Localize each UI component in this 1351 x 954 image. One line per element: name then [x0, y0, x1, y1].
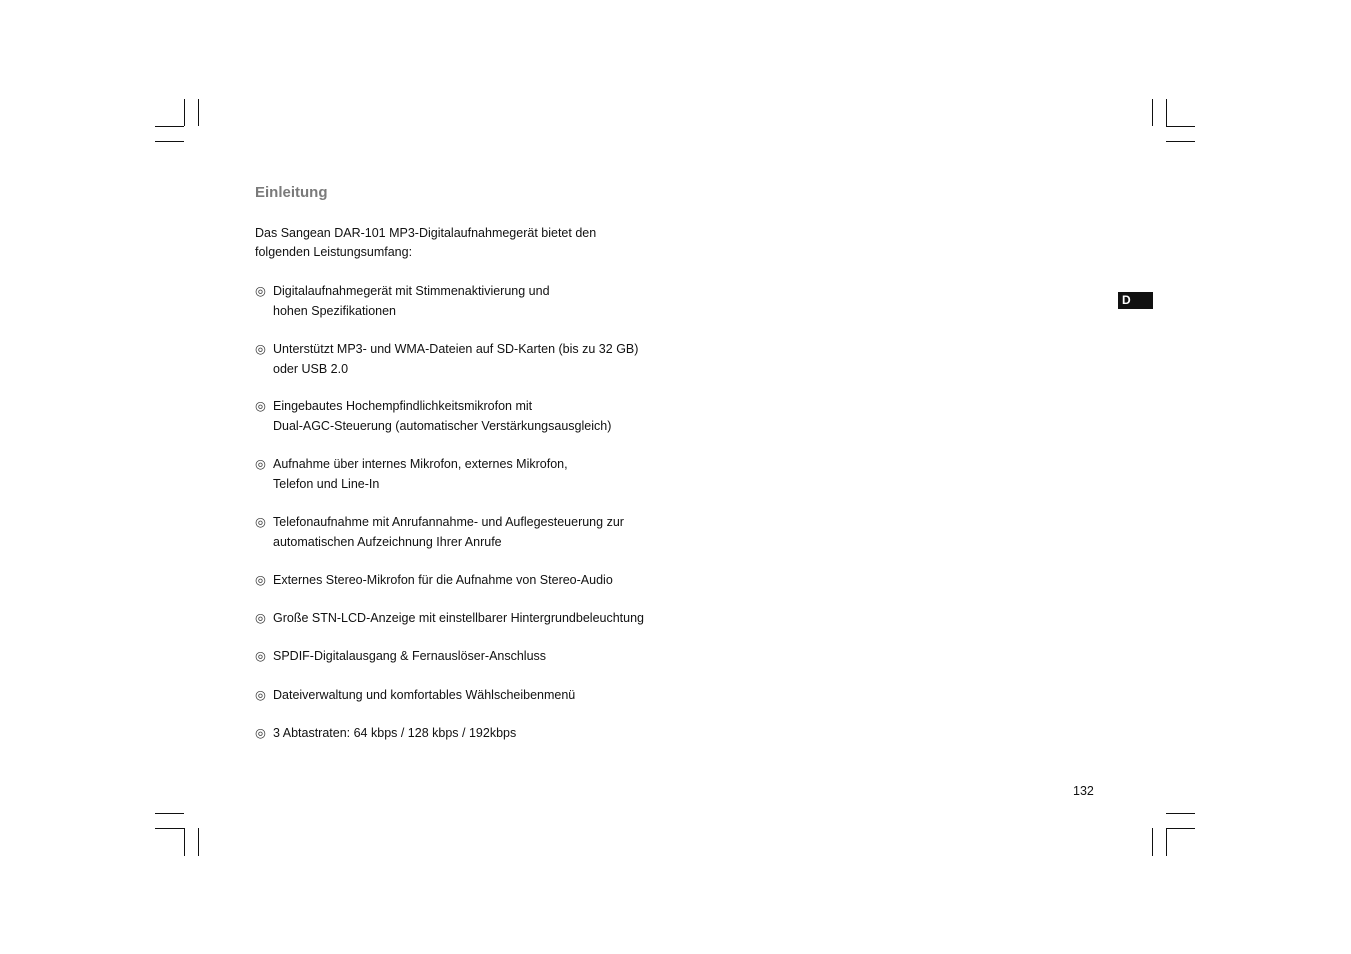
feature-line: Große STN-LCD-Anzeige mit einstellbarer Hintergrundbeleuchtung	[273, 611, 645, 625]
feature-item	[255, 397, 715, 436]
bullet-icon: ◎	[255, 726, 266, 740]
feature-item	[255, 282, 715, 321]
bullet-icon: ◎	[255, 688, 266, 702]
bullet-icon: ◎	[255, 515, 266, 529]
crop-mark	[1166, 813, 1195, 814]
section-title: Einleitung	[255, 184, 328, 201]
crop-mark	[155, 141, 184, 142]
bullet-icon: ◎	[255, 284, 266, 298]
intro-line: folgenden Leistungsumfang:	[255, 245, 413, 259]
feature-item	[255, 724, 715, 744]
feature-line: Aufnahme über internes Mikrofon, externes Mikrofon,	[273, 457, 568, 471]
crop-mark	[1152, 828, 1153, 856]
crop-mark	[198, 99, 199, 126]
crop-mark	[1152, 99, 1153, 126]
bullet-icon: ◎	[255, 342, 266, 356]
feature-item	[255, 686, 715, 706]
feature-item	[255, 571, 715, 591]
bullet-icon: ◎	[255, 611, 266, 625]
feature-line: Telefonaufnahme mit Anrufannahme- und Auflegesteuerung zur	[273, 515, 624, 529]
feature-item	[255, 647, 715, 667]
crop-mark	[184, 99, 185, 126]
bullet-icon: ◎	[255, 457, 266, 471]
crop-mark	[1166, 828, 1167, 856]
crop-mark	[155, 828, 184, 829]
crop-mark	[1166, 141, 1195, 142]
feature-line: automatischen Aufzeichnung Ihrer Anrufe	[273, 534, 502, 549]
intro-paragraph	[255, 224, 675, 262]
crop-mark	[155, 126, 184, 127]
feature-line: Dateiverwaltung und komfortables Wählscheibenmenü	[273, 688, 576, 702]
feature-line: 3 Abtastraten: 64 kbps / 128 kbps / 192kbps	[273, 726, 517, 740]
feature-line: Externes Stereo-Mikrofon für die Aufnahme von Stereo-Audio	[273, 573, 613, 587]
feature-line: hohen Spezifikationen	[273, 303, 397, 318]
crop-mark	[155, 813, 184, 814]
feature-item	[255, 609, 715, 629]
feature-line: Eingebautes Hochempfindlichkeitsmikrofon mit	[273, 399, 533, 413]
bullet-icon: ◎	[255, 649, 266, 663]
crop-mark	[198, 828, 199, 856]
feature-line: oder USB 2.0	[273, 361, 349, 376]
crop-mark	[1166, 126, 1195, 127]
page-number: 132	[1073, 784, 1094, 798]
crop-mark	[1166, 828, 1195, 829]
language-tab: D	[1118, 292, 1153, 309]
feature-line: Dual-AGC-Steuerung (automatischer Verstärkungsausgleich)	[273, 418, 612, 433]
feature-item	[255, 513, 715, 552]
feature-line: Unterstützt MP3- und WMA-Dateien auf SD-Karten (bis zu 32 GB)	[273, 342, 639, 356]
feature-line: Telefon und Line-In	[273, 476, 380, 491]
crop-mark	[1166, 99, 1167, 126]
feature-line: Digitalaufnahmegerät mit Stimmenaktivierung und	[273, 284, 550, 298]
feature-item	[255, 455, 715, 494]
intro-line: Das Sangean DAR-101 MP3-Digitalaufnahmegerät bietet den	[255, 226, 597, 240]
crop-mark	[184, 828, 185, 856]
bullet-icon: ◎	[255, 573, 266, 587]
bullet-icon: ◎	[255, 399, 266, 413]
feature-line: SPDIF-Digitalausgang & Fernauslöser-Anschluss	[273, 649, 547, 663]
feature-item	[255, 340, 715, 379]
